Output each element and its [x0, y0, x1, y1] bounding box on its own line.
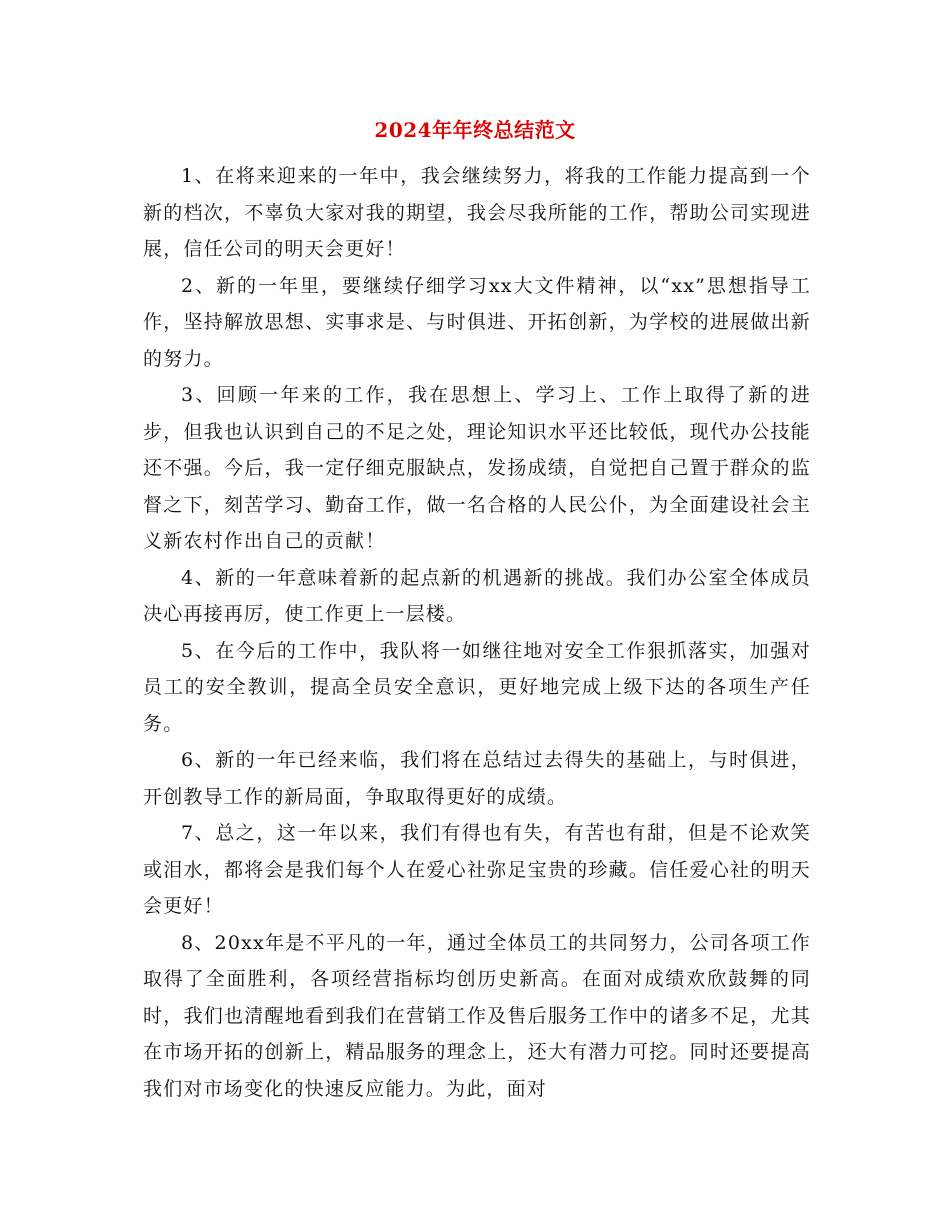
paragraph-3: 3、回顾一年来的工作，我在思想上、学习上、工作上取得了新的进步，但我也认识到自己的不足之处，理论知识水平还比较低，现代办公技能还不强。今后，我一定仔细克服缺点，发扬成绩，自觉把自己置于群众的监督之下，刻苦学习、勤奋工作，做一名合格的人民公仆，为全面建设社会主义新农村作出自己的贡献！ — [143, 384, 811, 552]
paragraph-7: 7、总之，这一年以来，我们有得也有失，有苦也有甜，但是不论欢笑或泪水，都将会是我们每个人在爱心社弥足宝贵的珍藏。信任爱心社的明天会更好！ — [143, 822, 811, 917]
paragraph-8: 8、20xx年是不平凡的一年，通过全体员工的共同努力，公司各项工作取得了全面胜利，各项经营指标均创历史新高。在面对成绩欢欣鼓舞的同时，我们也清醒地看到我们在营销工作及售后服务工作中的诸多不足，尤其在市场开拓的创新上，精品服务的理念上，还大有潜力可挖。同时还要提高我们对市场变化的快速反应能力。为此，面对 — [143, 931, 811, 1100]
paragraph-4: 4、新的一年意味着新的起点新的机遇新的挑战。我们办公室全体成员决心再接再厉，使工作更上一层楼。 — [143, 566, 811, 625]
document-title: 2024年年终总结范文 — [374, 118, 576, 142]
document-body — [143, 158, 811, 1107]
paragraph-5: 5、在今后的工作中，我队将一如继往地对安全工作狠抓落实，加强对员工的安全教训，提高全员安全意识，更好地完成上级下达的各项生产任务。 — [143, 639, 811, 735]
paragraph-2: 2、新的一年里，要继续仔细学习xx大文件精神，以“xx”思想指导工作，坚持解放思想、实事求是、与时俱进、开拓创新，为学校的进展做出新的努力。 — [143, 274, 811, 370]
paragraph-1: 1、在将来迎来的一年中，我会继续努力，将我的工作能力提高到一个新的档次，不辜负大家对我的期望，我会尽我所能的工作，帮助公司实现进展，信任公司的明天会更好！ — [143, 165, 811, 260]
paragraph-6: 6、新的一年已经来临，我们将在总结过去得失的基础上，与时俱进，开创教导工作的新局面，争取取得更好的成绩。 — [143, 749, 811, 808]
